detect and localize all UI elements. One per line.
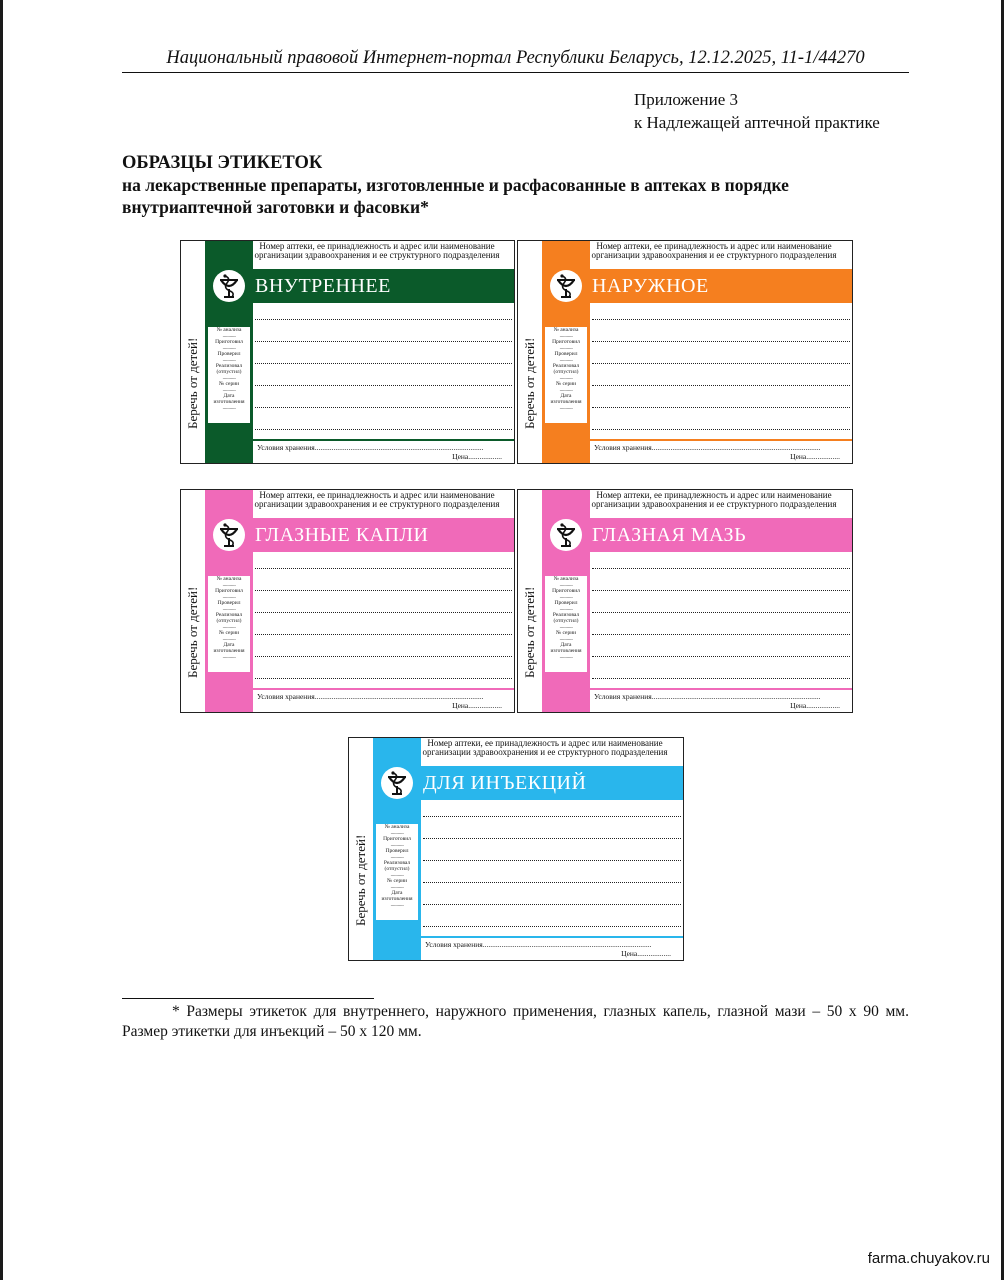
label-price: Цена.................. <box>452 701 502 710</box>
label-internal <box>180 240 515 464</box>
label-fill-line <box>255 612 512 613</box>
label-form-block <box>208 327 250 423</box>
label-fill-line <box>255 590 512 591</box>
title-subtitle: на лекарственные препараты, изготовленные и расфасованные в аптеках в порядке внутриаптечной заготовки и фасовки* <box>122 175 789 217</box>
label-separator <box>421 936 683 938</box>
label-form-field: № анализа ............... <box>216 576 242 588</box>
label-fill-line <box>255 407 512 408</box>
label-form-field: Дата изготовления ............... <box>550 393 582 411</box>
label-form-field: № серии ............... <box>555 630 577 642</box>
label-type-name: НАРУЖНОЕ <box>592 275 709 297</box>
footnote-rule <box>122 998 374 999</box>
label-price: Цена.................. <box>452 452 502 461</box>
label-storage-conditions: Условия хранения.......................................................................................... <box>425 940 652 949</box>
hygieia-bowl-icon <box>213 519 245 551</box>
label-form-field: Приготовил ............... <box>215 339 243 351</box>
label-fill-lines <box>421 800 683 934</box>
appendix-line-1: Приложение 3 <box>634 90 738 109</box>
label-price: Цена.................. <box>790 452 840 461</box>
label-fill-line <box>255 634 512 635</box>
label-injection <box>348 737 684 961</box>
label-storage-conditions: Условия хранения.......................................................................................... <box>257 443 484 452</box>
label-form-field: Приготовил ............... <box>552 588 580 600</box>
label-price: Цена.................. <box>790 701 840 710</box>
label-separator <box>590 688 852 690</box>
label-fill-line <box>592 656 850 657</box>
label-form-field: Реализовал (отпустил) ............... <box>552 363 580 381</box>
page-border-left <box>0 0 3 1280</box>
label-fill-line <box>592 363 850 364</box>
label-fill-line <box>592 385 850 386</box>
label-form-field: № анализа ............... <box>553 327 579 339</box>
label-eye-ointment <box>517 489 853 713</box>
title-main: ОБРАЗЦЫ ЭТИКЕТОК <box>122 153 323 173</box>
label-form-block <box>545 576 587 672</box>
label-form-block <box>376 824 418 920</box>
label-pharmacy-header: Номер аптеки, ее принадлежность и адрес или наименование организации здравоохранения и ее структурного подразделения <box>254 490 500 509</box>
label-fill-line <box>592 612 850 613</box>
label-separator <box>253 439 514 441</box>
label-form-block <box>208 576 250 672</box>
label-form-field: Дата изготовления ............... <box>550 642 582 660</box>
label-form-field: Реализовал (отпустил) ............... <box>215 612 243 630</box>
label-fill-line <box>592 341 850 342</box>
label-form-field: Дата изготовления ............... <box>381 890 413 908</box>
label-storage-conditions: Условия хранения.......................................................................................... <box>594 692 821 701</box>
label-type-name: ВНУТРЕННЕЕ <box>255 275 391 297</box>
label-pharmacy-header: Номер аптеки, ее принадлежность и адрес или наименование организации здравоохранения и ее структурного подразделения <box>254 241 500 260</box>
label-warning-text: Беречь от детей! <box>353 834 368 926</box>
label-type-name: ГЛАЗНАЯ МАЗЬ <box>592 524 747 546</box>
label-form-field: № серии ............... <box>218 381 240 393</box>
label-pharmacy-header: Номер аптеки, ее принадлежность и адрес или наименование организации здравоохранения и ее структурного подразделения <box>591 490 837 509</box>
label-fill-line <box>255 385 512 386</box>
label-warning-text: Беречь от детей! <box>522 337 537 429</box>
label-pharmacy-header: Номер аптеки, ее принадлежность и адрес или наименование организации здравоохранения и ее структурного подразделения <box>591 241 837 260</box>
label-form-field: № серии ............... <box>386 878 408 890</box>
label-warning-text: Беречь от детей! <box>185 337 200 429</box>
label-form-field: Проверил ............... <box>554 351 578 363</box>
label-fill-line <box>592 319 850 320</box>
label-fill-line <box>255 678 512 679</box>
label-form-field: № анализа ............... <box>553 576 579 588</box>
hygieia-bowl-icon <box>550 270 582 302</box>
label-fill-line <box>255 363 512 364</box>
document-title <box>122 152 912 218</box>
label-form-field: № серии ............... <box>218 630 240 642</box>
label-form-field: Реализовал (отпустил) ............... <box>215 363 243 381</box>
label-fill-lines <box>253 303 514 437</box>
label-fill-lines <box>590 303 852 437</box>
label-storage-conditions: Условия хранения.......................................................................................... <box>257 692 484 701</box>
label-separator <box>590 439 852 441</box>
label-fill-line <box>255 656 512 657</box>
label-external <box>517 240 853 464</box>
label-form-block <box>545 327 587 423</box>
site-watermark: farma.chuyakov.ru <box>867 1250 990 1267</box>
label-fill-line <box>592 429 850 430</box>
label-fill-line <box>255 568 512 569</box>
label-fill-line <box>592 678 850 679</box>
label-fill-line <box>423 904 681 905</box>
hygieia-bowl-icon <box>213 270 245 302</box>
label-form-field: № анализа ............... <box>216 327 242 339</box>
label-fill-line <box>592 568 850 569</box>
label-form-field: Проверил ............... <box>217 351 241 363</box>
label-form-field: Дата изготовления ............... <box>213 393 245 411</box>
label-form-field: № анализа ............... <box>384 824 410 836</box>
label-form-field: Проверил ............... <box>217 600 241 612</box>
label-fill-line <box>255 429 512 430</box>
label-fill-line <box>423 838 681 839</box>
label-warning-text: Беречь от детей! <box>185 586 200 678</box>
label-form-field: № серии ............... <box>555 381 577 393</box>
label-storage-conditions: Условия хранения.......................................................................................... <box>594 443 821 452</box>
label-warning-text: Беречь от детей! <box>522 586 537 678</box>
portal-header: Национальный правовой Интернет-портал Республики Беларусь, 12.12.2025, 11-1/44270 <box>122 48 909 73</box>
label-fill-line <box>592 634 850 635</box>
label-price: Цена.................. <box>621 949 671 958</box>
label-form-field: Реализовал (отпустил) ............... <box>383 860 411 878</box>
label-pharmacy-header: Номер аптеки, ее принадлежность и адрес или наименование организации здравоохранения и ее структурного подразделения <box>422 738 668 757</box>
label-fill-line <box>592 590 850 591</box>
label-form-field: Приготовил ............... <box>215 588 243 600</box>
appendix-note <box>634 88 880 134</box>
label-fill-line <box>255 341 512 342</box>
label-fill-lines <box>590 552 852 686</box>
footnote: * Размеры этикеток для внутреннего, наружного применения, глазных капель, глазной мази – 50 x 90 мм. Размер этикетки для инъекций – 50 x 120 мм. <box>122 1003 909 1040</box>
appendix-line-2: к Надлежащей аптечной практике <box>634 113 880 132</box>
label-form-field: Проверил ............... <box>554 600 578 612</box>
label-fill-lines <box>253 552 514 686</box>
label-separator <box>253 688 514 690</box>
label-fill-line <box>592 407 850 408</box>
label-form-field: Приготовил ............... <box>383 836 411 848</box>
label-form-field: Реализовал (отпустил) ............... <box>552 612 580 630</box>
hygieia-bowl-icon <box>381 767 413 799</box>
label-fill-line <box>423 816 681 817</box>
label-fill-line <box>423 926 681 927</box>
label-fill-line <box>255 319 512 320</box>
hygieia-bowl-icon <box>550 519 582 551</box>
label-form-field: Дата изготовления ............... <box>213 642 245 660</box>
label-form-field: Приготовил ............... <box>552 339 580 351</box>
label-form-field: Проверил ............... <box>385 848 409 860</box>
label-type-name: ДЛЯ ИНЪЕКЦИЙ <box>423 772 587 794</box>
label-eye-drops <box>180 489 515 713</box>
label-type-name: ГЛАЗНЫЕ КАПЛИ <box>255 524 429 546</box>
label-fill-line <box>423 882 681 883</box>
label-fill-line <box>423 860 681 861</box>
